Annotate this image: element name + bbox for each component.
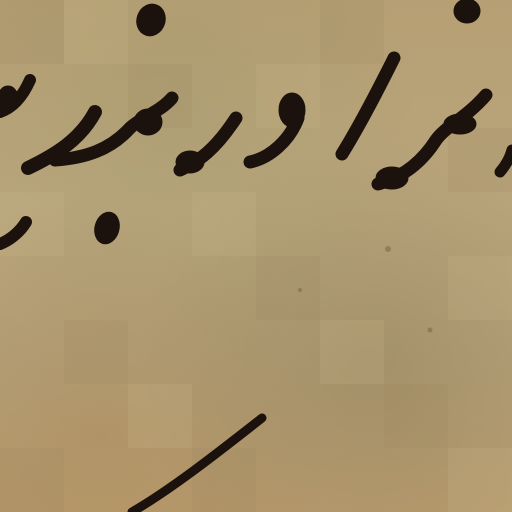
ink-stroke bbox=[500, 150, 512, 172]
ink-dot bbox=[376, 167, 408, 189]
ink-stroke bbox=[132, 418, 262, 512]
ink-loop bbox=[279, 93, 305, 127]
ink-dot bbox=[0, 86, 18, 110]
ink-dot bbox=[91, 209, 122, 246]
ink-dot bbox=[176, 151, 204, 173]
ink-dot bbox=[132, 0, 169, 40]
ink-dot bbox=[454, 0, 480, 23]
ink-dot bbox=[444, 114, 476, 134]
ink-stroke bbox=[342, 58, 394, 154]
ink-stroke bbox=[0, 222, 26, 244]
ink-dot bbox=[134, 109, 162, 135]
